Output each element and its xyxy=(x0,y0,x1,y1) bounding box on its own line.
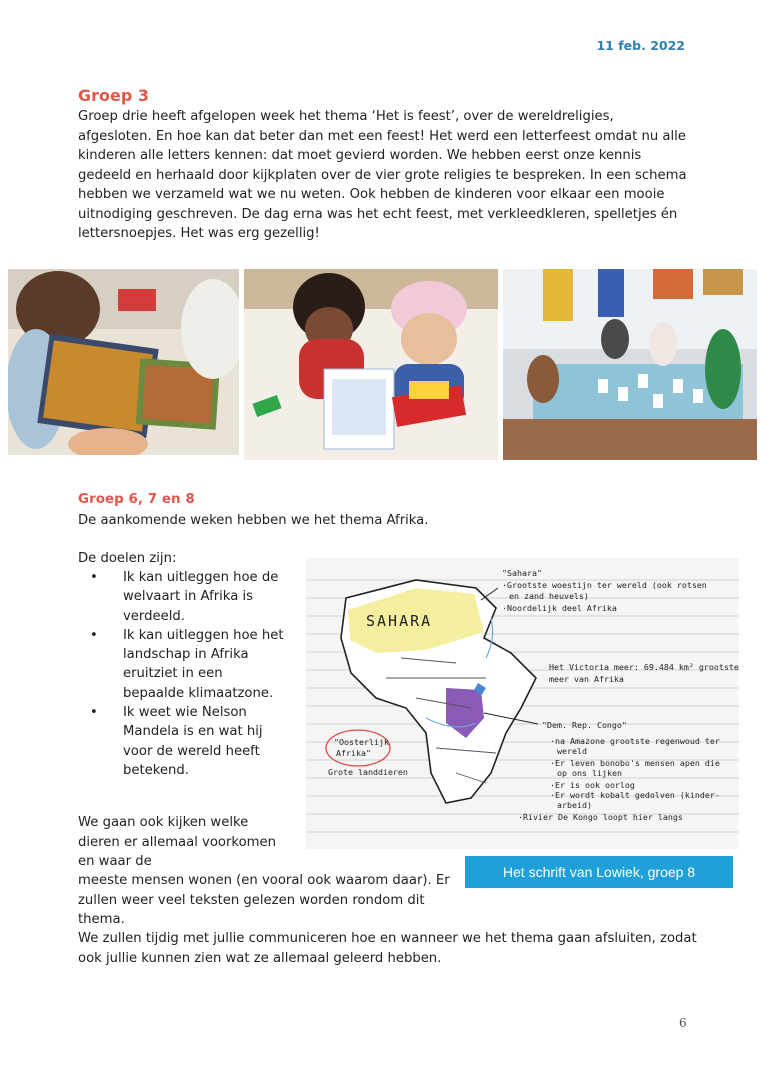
notebook-africa-map xyxy=(306,558,739,849)
body-text-population: meeste mensen wonen (en vooral ook waarom daar). Er zullen weer veel teksten gelezen worden rondom dit thema. xyxy=(78,873,450,927)
sahara-map-label: SAHARA xyxy=(366,612,433,630)
page-number: 6 xyxy=(679,1016,687,1030)
date: 11 feb. 2022 xyxy=(596,38,685,53)
photo-picture-boards xyxy=(8,269,239,455)
note-line: "Dem. Rep. Congo" xyxy=(542,720,627,730)
note-line: en zand heuvels) xyxy=(509,591,589,601)
notebook-caption: Het schrift van Lowiek, groep 8 xyxy=(465,856,733,888)
photo-cup-game xyxy=(503,269,757,460)
groep3-paragraph: Groep drie heeft afgelopen week het thema ‘Het is feest’, over de wereldreligies, afgesloten. En hoe kan dat beter dan met een feest! Het werd een letterfeest omdat nu alle kinderen alle letters kennen: dat moet gevierd worden. We hebben eerst onze kennis gedeeld en herhaald door kijkplaten over de vier grote religies te bespreken. In een schema hebben we verzameld wat we nu weten. Ook hebben de kinderen voor elkaar een mooie uitnodiging geschreven. De dag erna was het echt feest, met verkleedkleren, spelletjes én lettersnoepjes. Het was erg gezellig! xyxy=(78,109,687,241)
note-line: "Oosterlijk xyxy=(334,737,389,747)
note-line: Het Victoria meer: 69.484 km² grootste xyxy=(549,662,739,672)
goals-list xyxy=(86,568,286,780)
note-line: ·Er leven bonobo's mensen apen die xyxy=(550,758,720,768)
note-line: op ons lijken xyxy=(557,768,622,778)
note-line: meer van Afrika xyxy=(549,674,624,684)
goal-item: • Ik kan uitleggen hoe de welvaart in Afrika is verdeeld. xyxy=(90,570,279,624)
goals-label: De doelen zijn: xyxy=(78,551,177,566)
note-line: wereld xyxy=(557,746,587,756)
note-line: "Sahara" xyxy=(502,568,542,578)
note-line: Afrika" xyxy=(336,748,371,758)
body-text-animals: We gaan ook kijken welke dieren er allemaal voorkomen en waar de xyxy=(78,815,276,869)
groep3-heading: Groep 3 xyxy=(78,86,150,105)
note-line: ·na Amazone grootste regenwoud ter xyxy=(550,736,720,746)
note-line: ·Noordelijk deel Afrika xyxy=(502,603,617,613)
groep678-heading: Groep 6, 7 en 8 xyxy=(78,491,195,507)
body-text-closing: We zullen tijdig met jullie communiceren hoe en wanneer we het thema gaan afsluiten, zodat ook jullie kunnen zien wat ze allemaal geleerd hebben. xyxy=(78,931,697,966)
note-line: ·Er is ook oorlog xyxy=(550,780,635,790)
note-line: ·Rivier De Kongo loopt hier langs xyxy=(518,812,683,822)
note-line: ·Er wordt kobalt gedolven (kinder- xyxy=(550,790,720,800)
groep678-intro: De aankomende weken hebben we het thema Afrika. xyxy=(78,513,429,528)
goal-item: • Ik weet wie Nelson Mandela is en wat hij voor de wereld heeft betekend. xyxy=(90,705,263,778)
goal-item: • Ik kan uitleggen hoe het landschap in Afrika eruitziet in een bepaalde klimaatzone. xyxy=(90,627,284,701)
note-line: arbeid) xyxy=(557,800,592,810)
photo-letter-game xyxy=(244,269,498,460)
note-line: Grote landdieren xyxy=(328,767,408,777)
note-line: ·Grootste woestijn ter wereld (ook rotsen xyxy=(502,580,707,590)
